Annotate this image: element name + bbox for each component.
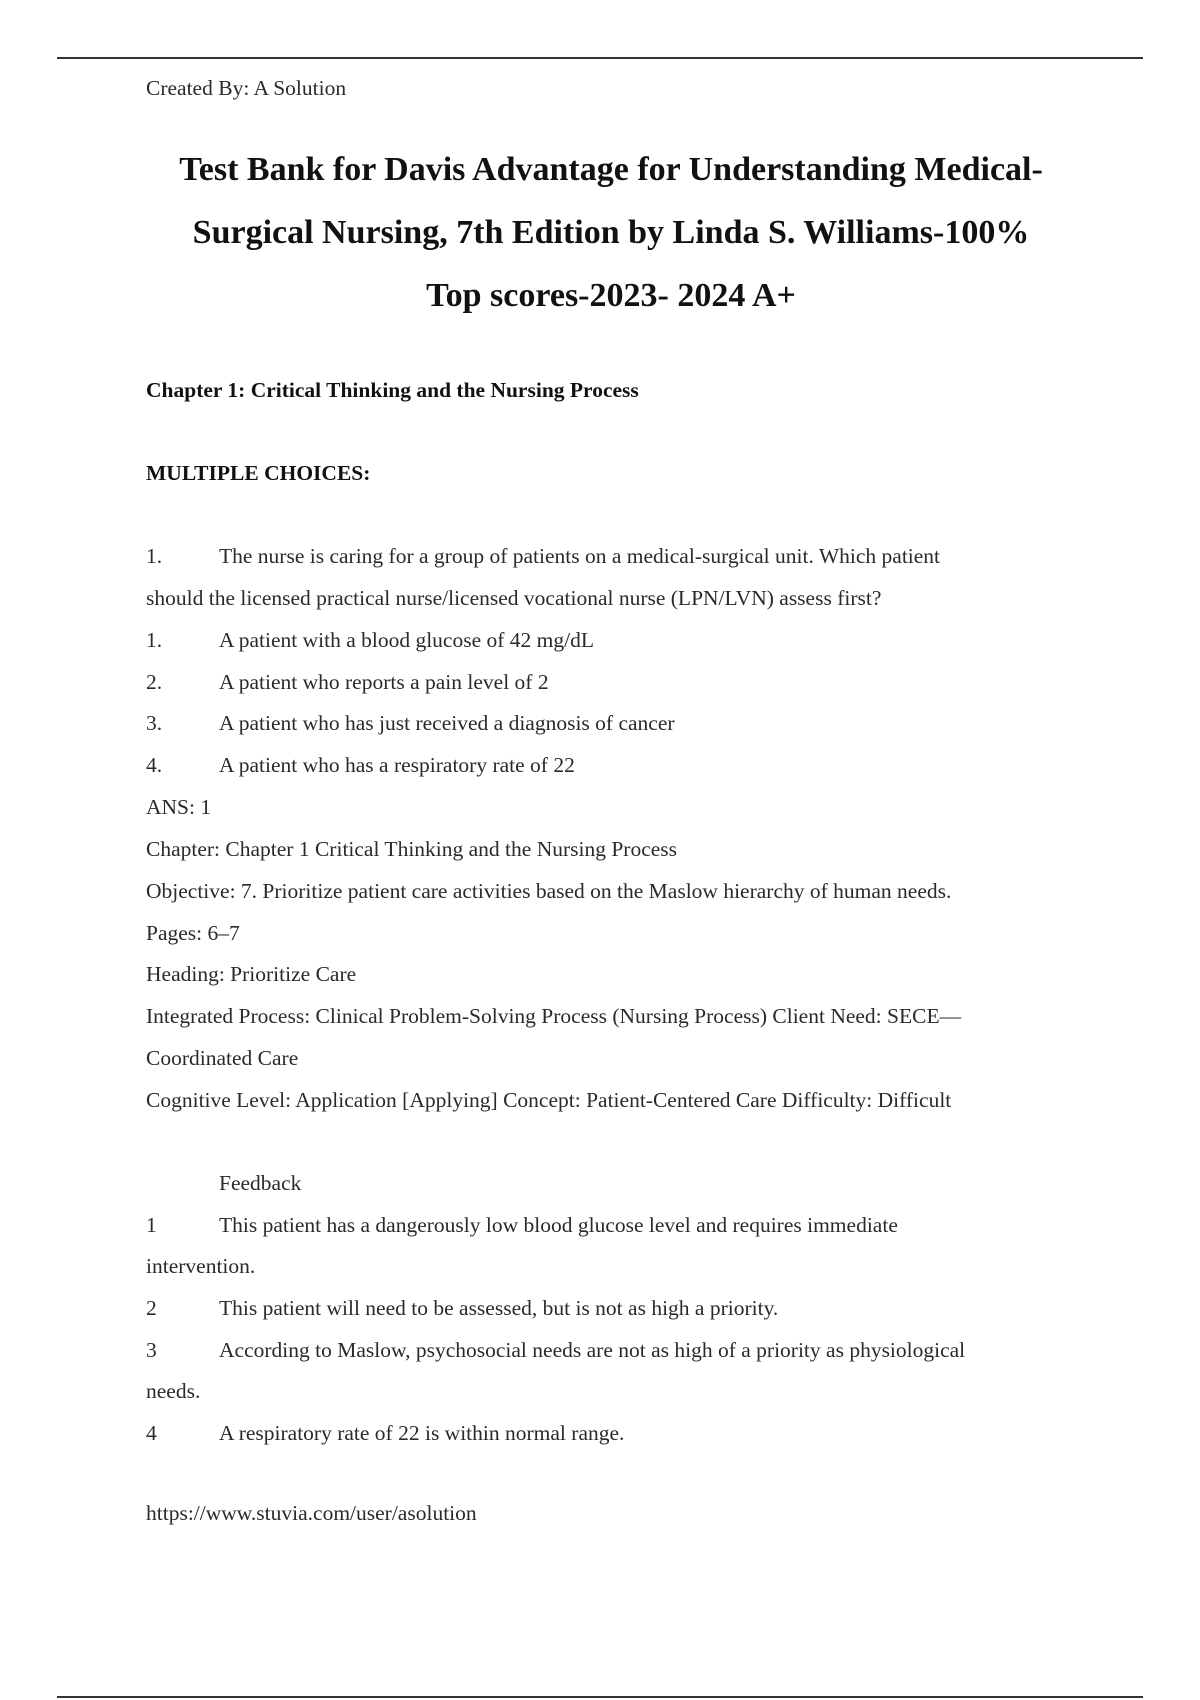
integrated-process-meta-line-2: Coordinated Care (146, 1046, 299, 1070)
section-heading: MULTIPLE CHOICES: (146, 461, 371, 485)
question-number: 1. (146, 544, 163, 568)
feedback-text: This patient will need to be assessed, but is not as high a priority. (219, 1296, 779, 1320)
integrated-process-meta-line-1: Integrated Process: Clinical Problem-Solving Process (Nursing Process) Client Need: SECE— (146, 1004, 962, 1028)
feedback-number: 4 (146, 1421, 157, 1445)
document-title (136, 138, 1086, 327)
option-3 (146, 709, 675, 737)
option-2 (146, 668, 549, 696)
pages-meta: Pages: 6–7 (146, 921, 240, 945)
title-line-3: Top scores-2023- 2024 A+ (426, 277, 796, 314)
option-number: 1. (146, 628, 163, 652)
question-stem-line-1 (146, 542, 940, 570)
objective-meta: Objective: 7. Prioritize patient care activities based on the Maslow hierarchy of human needs. (146, 879, 952, 903)
feedback-number: 3 (146, 1338, 157, 1362)
title-line-1: Test Bank for Davis Advantage for Understanding Medical- (179, 151, 1043, 188)
chapter-heading: Chapter 1: Critical Thinking and the Nursing Process (146, 378, 639, 402)
question-stem-line-2: should the licensed practical nurse/licensed vocational nurse (LPN/LVN) assess first? (146, 586, 882, 610)
feedback-1-line-2: intervention. (146, 1254, 256, 1278)
option-4 (146, 751, 575, 779)
feedback-label: Feedback (219, 1171, 302, 1195)
option-number: 4. (146, 753, 163, 777)
heading-meta: Heading: Prioritize Care (146, 962, 357, 986)
option-text: A patient who reports a pain level of 2 (219, 670, 549, 694)
top-rule (57, 57, 1143, 59)
feedback-number: 1 (146, 1213, 157, 1237)
title-line-2: Surgical Nursing, 7th Edition by Linda S. Williams-100% (192, 214, 1030, 251)
option-text: A patient who has a respiratory rate of 22 (219, 753, 575, 777)
footer-url-link[interactable]: https://www.stuvia.com/user/asolution (146, 1501, 477, 1525)
option-text: A patient with a blood glucose of 42 mg/dL (219, 628, 595, 652)
cognitive-level-meta: Cognitive Level: Application [Applying] Concept: Patient-Centered Care Difficulty: Difficult (146, 1088, 952, 1112)
bottom-rule (57, 1696, 1143, 1698)
feedback-text: A respiratory rate of 22 is within normal range. (219, 1421, 625, 1445)
chapter-meta: Chapter: Chapter 1 Critical Thinking and the Nursing Process (146, 837, 678, 861)
option-number: 3. (146, 711, 163, 735)
feedback-4-line-1 (146, 1419, 624, 1447)
feedback-3-line-1 (146, 1336, 965, 1364)
created-by-text: Created By: A Solution (146, 76, 347, 100)
feedback-text: This patient has a dangerously low blood glucose level and requires immediate (219, 1213, 898, 1237)
feedback-text: According to Maslow, psychosocial needs are not as high of a priority as physiological (219, 1338, 966, 1362)
answer-text: ANS: 1 (146, 795, 212, 819)
feedback-1-line-1 (146, 1211, 898, 1239)
option-text: A patient who has just received a diagnosis of cancer (219, 711, 675, 735)
question-text: The nurse is caring for a group of patients on a medical-surgical unit. Which patient (219, 544, 941, 568)
option-number: 2. (146, 670, 163, 694)
feedback-3-line-2: needs. (146, 1379, 201, 1403)
feedback-number: 2 (146, 1296, 157, 1320)
option-1 (146, 626, 594, 654)
feedback-2-line-1 (146, 1294, 778, 1322)
